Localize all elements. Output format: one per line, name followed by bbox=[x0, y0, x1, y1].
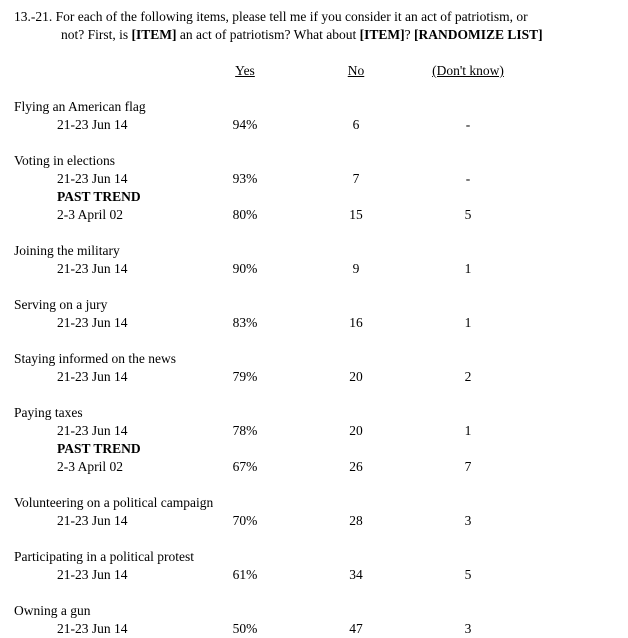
dk-value: 3 bbox=[464, 513, 472, 528]
dk-value: - bbox=[465, 117, 471, 132]
item-label: Joining the military bbox=[14, 243, 120, 258]
no-value: 26 bbox=[349, 459, 363, 474]
no-value: 6 bbox=[352, 117, 360, 132]
past-trend-row bbox=[14, 188, 618, 206]
item-group-gun bbox=[14, 602, 618, 638]
question-text: ? bbox=[404, 27, 414, 42]
item-placeholder: [ITEM] bbox=[359, 27, 405, 42]
data-row bbox=[14, 368, 618, 386]
yes-value: 78% bbox=[232, 423, 258, 438]
item-label: Staying informed on the news bbox=[14, 351, 176, 366]
item-label: Voting in elections bbox=[14, 153, 115, 168]
yes-value: 50% bbox=[232, 621, 258, 636]
question-header bbox=[14, 8, 618, 44]
dk-value: 1 bbox=[464, 423, 472, 438]
dk-value: 3 bbox=[464, 621, 472, 636]
data-row bbox=[14, 116, 618, 134]
dk-value: 2 bbox=[464, 369, 472, 384]
yes-value: 83% bbox=[232, 315, 258, 330]
poll-date: 21-23 Jun 14 bbox=[57, 513, 128, 528]
column-header-yes bbox=[190, 62, 300, 80]
column-header-spacer bbox=[14, 62, 190, 80]
poll-date: 2-3 April 02 bbox=[57, 459, 123, 474]
item-group-campaign bbox=[14, 494, 618, 530]
no-value: 34 bbox=[349, 567, 363, 582]
poll-date: 21-23 Jun 14 bbox=[57, 423, 128, 438]
data-row bbox=[14, 512, 618, 530]
no-value: 9 bbox=[352, 261, 360, 276]
poll-date: 21-23 Jun 14 bbox=[57, 621, 128, 636]
dk-value: - bbox=[465, 171, 471, 186]
data-row bbox=[14, 206, 618, 224]
poll-date: 21-23 Jun 14 bbox=[57, 261, 128, 276]
item-group-flying-flag bbox=[14, 98, 618, 134]
column-header-no bbox=[300, 62, 412, 80]
item-group-voting bbox=[14, 152, 618, 224]
poll-date: 21-23 Jun 14 bbox=[57, 315, 128, 330]
column-header-dk-label: (Don't know) bbox=[432, 63, 504, 78]
dk-value: 1 bbox=[464, 315, 472, 330]
item-group-taxes bbox=[14, 404, 618, 476]
data-row bbox=[14, 260, 618, 278]
item-label: Owning a gun bbox=[14, 603, 91, 618]
yes-value: 93% bbox=[232, 171, 258, 186]
yes-value: 70% bbox=[232, 513, 258, 528]
poll-date: 2-3 April 02 bbox=[57, 207, 123, 222]
question-line-1: 13.-21. For each of the following items, please tell me if you consider it an act of patriotism, or bbox=[14, 9, 528, 24]
no-value: 28 bbox=[349, 513, 363, 528]
column-headers bbox=[14, 62, 618, 80]
poll-date: 21-23 Jun 14 bbox=[57, 171, 128, 186]
no-value: 16 bbox=[349, 315, 363, 330]
data-row bbox=[14, 620, 618, 638]
item-group-news bbox=[14, 350, 618, 386]
no-value: 15 bbox=[349, 207, 363, 222]
randomize-list-note: [RANDOMIZE LIST] bbox=[413, 27, 543, 42]
yes-value: 90% bbox=[232, 261, 258, 276]
data-row bbox=[14, 314, 618, 332]
item-label: Participating in a political protest bbox=[14, 549, 194, 564]
no-value: 20 bbox=[349, 423, 363, 438]
yes-value: 94% bbox=[232, 117, 258, 132]
dk-value: 5 bbox=[464, 207, 472, 222]
dk-value: 7 bbox=[464, 459, 472, 474]
item-label: Flying an American flag bbox=[14, 99, 146, 114]
no-value: 7 bbox=[352, 171, 360, 186]
column-header-dk bbox=[412, 62, 524, 80]
question-line-2 bbox=[14, 26, 618, 44]
item-label: Paying taxes bbox=[14, 405, 83, 420]
yes-value: 79% bbox=[232, 369, 258, 384]
poll-date: 21-23 Jun 14 bbox=[57, 369, 128, 384]
yes-value: 61% bbox=[232, 567, 258, 582]
poll-date: 21-23 Jun 14 bbox=[57, 117, 128, 132]
item-group-protest bbox=[14, 548, 618, 584]
past-trend-label: PAST TREND bbox=[57, 441, 141, 456]
item-placeholder: [ITEM] bbox=[131, 27, 177, 42]
question-text: an act of patriotism? What about bbox=[176, 27, 360, 42]
item-label: Serving on a jury bbox=[14, 297, 108, 312]
item-label: Volunteering on a political campaign bbox=[14, 495, 214, 510]
past-trend-row bbox=[14, 440, 618, 458]
dk-value: 5 bbox=[464, 567, 472, 582]
no-value: 20 bbox=[349, 369, 363, 384]
column-header-yes-label: Yes bbox=[235, 63, 255, 78]
yes-value: 80% bbox=[232, 207, 258, 222]
question-text: not? First, is bbox=[61, 27, 132, 42]
item-group-military bbox=[14, 242, 618, 278]
column-header-no-label: No bbox=[347, 63, 365, 78]
yes-value: 67% bbox=[232, 459, 258, 474]
data-row bbox=[14, 458, 618, 476]
data-row bbox=[14, 422, 618, 440]
no-value: 47 bbox=[349, 621, 363, 636]
data-row bbox=[14, 170, 618, 188]
data-row bbox=[14, 566, 618, 584]
dk-value: 1 bbox=[464, 261, 472, 276]
poll-date: 21-23 Jun 14 bbox=[57, 567, 128, 582]
item-group-jury bbox=[14, 296, 618, 332]
past-trend-label: PAST TREND bbox=[57, 189, 141, 204]
